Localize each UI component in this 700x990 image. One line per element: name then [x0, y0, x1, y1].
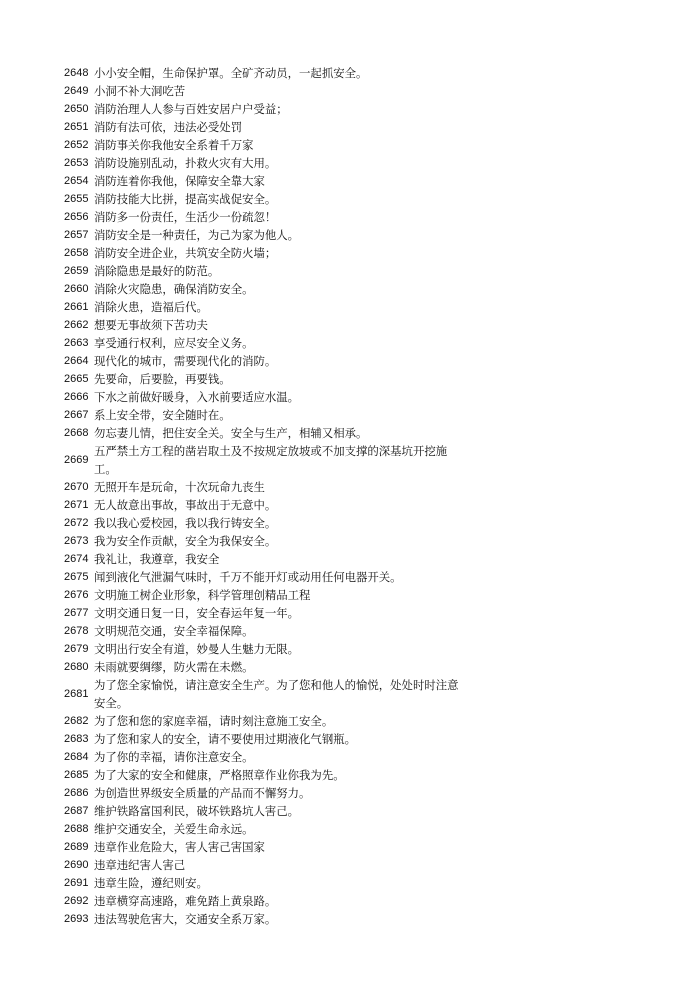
entry-number: 2673 — [64, 535, 89, 547]
entry-number: 2693 — [64, 913, 89, 925]
list-item — [64, 676, 464, 712]
entry-text: 无人故意出事故，事故出于无意中。 — [94, 498, 277, 512]
list-item — [64, 622, 464, 640]
list-item — [64, 586, 464, 604]
entry-text: 消防治理人人参与百姓安居户户受益； — [94, 102, 288, 116]
entry-text: 消除火灾隐患，确保消防安全。 — [94, 282, 254, 296]
list-item — [64, 802, 464, 820]
entry-number: 2663 — [64, 337, 89, 349]
entry-number: 2661 — [64, 301, 89, 313]
entry-number: 2671 — [64, 499, 89, 511]
entry-text: 未雨就要绸缪，防火需在未燃。 — [94, 660, 254, 674]
entry-number: 2672 — [64, 517, 89, 529]
entry-text: 享受通行权利，应尽安全义务。 — [94, 336, 254, 350]
list-item — [64, 820, 464, 838]
entry-number: 2681 — [64, 688, 89, 700]
slogan-list — [64, 64, 464, 928]
list-item — [64, 478, 464, 496]
entry-number: 2684 — [64, 751, 89, 763]
entry-number: 2690 — [64, 859, 89, 871]
list-item — [64, 298, 464, 316]
entry-text: 维护铁路富国利民，破坏铁路坑人害己。 — [94, 804, 300, 818]
list-item — [64, 352, 464, 370]
entry-number: 2664 — [64, 355, 89, 367]
list-item — [64, 172, 464, 190]
entry-number: 2654 — [64, 175, 89, 187]
entry-text: 维护交通安全，关爱生命永远。 — [94, 822, 254, 836]
list-item — [64, 118, 464, 136]
list-item — [64, 730, 464, 748]
entry-text: 违章违纪害人害己 — [94, 858, 186, 872]
entry-number: 2665 — [64, 373, 89, 385]
entry-number: 2662 — [64, 319, 89, 331]
list-item — [64, 910, 464, 928]
entry-number: 2678 — [64, 625, 89, 637]
entry-text: 系上安全带，安全随时在。 — [94, 408, 231, 422]
list-item — [64, 442, 464, 478]
entry-text: 我为安全作贡献，安全为我保安全。 — [94, 534, 277, 548]
entry-text: 违法驾驶危害大，交通安全系万家。 — [94, 912, 277, 926]
list-item — [64, 226, 464, 244]
entry-text: 违章生险，遵纪则安。 — [94, 876, 208, 890]
entry-text: 消防多一份责任，生活少一份疏忽！ — [94, 210, 277, 224]
entry-number: 2680 — [64, 661, 89, 673]
entry-number: 2649 — [64, 85, 89, 97]
entry-number: 2674 — [64, 553, 89, 565]
entry-text: 我以我心爱校园，我以我行铸安全。 — [94, 516, 277, 530]
entry-number: 2650 — [64, 103, 89, 115]
entry-text: 为了您和您的家庭幸福，请时刻注意施工安全。 — [94, 714, 334, 728]
entry-number: 2679 — [64, 643, 89, 655]
list-item — [64, 838, 464, 856]
entry-text: 消防设施别乱动，扑救火灾有大用。 — [94, 156, 277, 170]
entry-text: 消防事关你我他安全系着千万家 — [94, 138, 254, 152]
entry-number: 2658 — [64, 247, 89, 259]
entry-text: 违章作业危险大，害人害己害国家 — [94, 840, 265, 854]
entry-number: 2659 — [64, 265, 89, 277]
list-item — [64, 406, 464, 424]
entry-text: 为创造世界级安全质量的产品而不懈努力。 — [94, 786, 311, 800]
list-item — [64, 604, 464, 622]
entry-number: 2660 — [64, 283, 89, 295]
entry-number: 2669 — [64, 454, 89, 466]
list-item — [64, 208, 464, 226]
list-item — [64, 748, 464, 766]
list-item — [64, 892, 464, 910]
list-item — [64, 136, 464, 154]
entry-number: 2668 — [64, 427, 89, 439]
list-item — [64, 388, 464, 406]
list-item — [64, 514, 464, 532]
entry-text: 勿忘妻儿情，把住安全关。安全与生产，相辅又相承。 — [94, 426, 368, 440]
list-item — [64, 154, 464, 172]
entry-number: 2689 — [64, 841, 89, 853]
entry-text: 想要无事故须下苦功夫 — [94, 318, 208, 332]
entry-text: 现代化的城市，需要现代化的消防。 — [94, 354, 277, 368]
entry-number: 2648 — [64, 67, 89, 79]
list-item — [64, 64, 464, 82]
entry-number: 2677 — [64, 607, 89, 619]
entry-text: 为了你的幸福，请你注意安全。 — [94, 750, 254, 764]
list-item — [64, 568, 464, 586]
list-item — [64, 334, 464, 352]
entry-number: 2670 — [64, 481, 89, 493]
list-item — [64, 532, 464, 550]
entry-text: 五严禁土方工程的凿岩取土及不按规定放坡或不加支撑的深基坑开挖施工。 — [94, 444, 448, 476]
entry-text: 先要命，后要脸，再要钱。 — [94, 372, 231, 386]
list-item — [64, 190, 464, 208]
list-item — [64, 82, 464, 100]
entry-number: 2652 — [64, 139, 89, 151]
entry-text: 无照开车是玩命，十次玩命九丧生 — [94, 480, 265, 494]
entry-number: 2683 — [64, 733, 89, 745]
list-item — [64, 316, 464, 334]
list-item — [64, 856, 464, 874]
entry-number: 2691 — [64, 877, 89, 889]
entry-text: 违章横穿高速路，难免踏上黄泉路。 — [94, 894, 277, 908]
entry-text: 消防安全是一种责任，为己为家为他人。 — [94, 228, 300, 242]
entry-text: 文明出行安全有道，妙曼人生魅力无限。 — [94, 642, 300, 656]
entry-number: 2656 — [64, 211, 89, 223]
list-item — [64, 280, 464, 298]
entry-text: 为了大家的安全和健康，严格照章作业你我为先。 — [94, 768, 345, 782]
list-item — [64, 100, 464, 118]
entry-text: 为了您全家愉悦，请注意安全生产。为了您和他人的愉悦，处处时时注意安全。 — [94, 678, 459, 710]
entry-number: 2676 — [64, 589, 89, 601]
entry-text: 消防连着你我他，保障安全靠大家 — [94, 174, 265, 188]
list-item — [64, 496, 464, 514]
list-item — [64, 874, 464, 892]
entry-number: 2675 — [64, 571, 89, 583]
entry-text: 小小安全帽，生命保护罩。全矿齐动员，一起抓安全。 — [94, 66, 368, 80]
entry-number: 2687 — [64, 805, 89, 817]
list-item — [64, 262, 464, 280]
entry-text: 消防有法可依，违法必受处罚 — [94, 120, 243, 134]
entry-number: 2655 — [64, 193, 89, 205]
entry-number: 2651 — [64, 121, 89, 133]
entry-text: 消除火患，造福后代。 — [94, 300, 208, 314]
entry-text: 文明规范交通，安全幸福保障。 — [94, 624, 254, 638]
entry-text: 文明施工树企业形象，科学管理创精品工程 — [94, 588, 311, 602]
entry-text: 文明交通日复一日，安全春运年复一年。 — [94, 606, 300, 620]
list-item — [64, 370, 464, 388]
entry-number: 2657 — [64, 229, 89, 241]
list-item — [64, 766, 464, 784]
list-item — [64, 640, 464, 658]
entry-text: 消除隐患是最好的防范。 — [94, 264, 220, 278]
entry-text: 下水之前做好暖身，入水前要适应水温。 — [94, 390, 300, 404]
list-item — [64, 550, 464, 568]
entry-text: 消防安全进企业，共筑安全防火墙； — [94, 246, 277, 260]
list-item — [64, 784, 464, 802]
entry-text: 我礼让，我遵章，我安全 — [94, 552, 220, 566]
entry-number: 2666 — [64, 391, 89, 403]
entry-number: 2688 — [64, 823, 89, 835]
entry-number: 2653 — [64, 157, 89, 169]
entry-text: 小洞不补大洞吃苦 — [94, 84, 186, 98]
entry-number: 2692 — [64, 895, 89, 907]
entry-number: 2685 — [64, 769, 89, 781]
list-item — [64, 424, 464, 442]
list-item — [64, 244, 464, 262]
entry-number: 2667 — [64, 409, 89, 421]
entry-text: 消防技能大比拼，提高实战促安全。 — [94, 192, 277, 206]
entry-text: 为了您和家人的安全，请不要使用过期液化气钢瓶。 — [94, 732, 356, 746]
list-item — [64, 712, 464, 730]
entry-number: 2682 — [64, 715, 89, 727]
entry-number: 2686 — [64, 787, 89, 799]
entry-text: 闻到液化气泄漏气味时，千万不能开灯或动用任何电器开关。 — [94, 570, 402, 584]
list-item — [64, 658, 464, 676]
